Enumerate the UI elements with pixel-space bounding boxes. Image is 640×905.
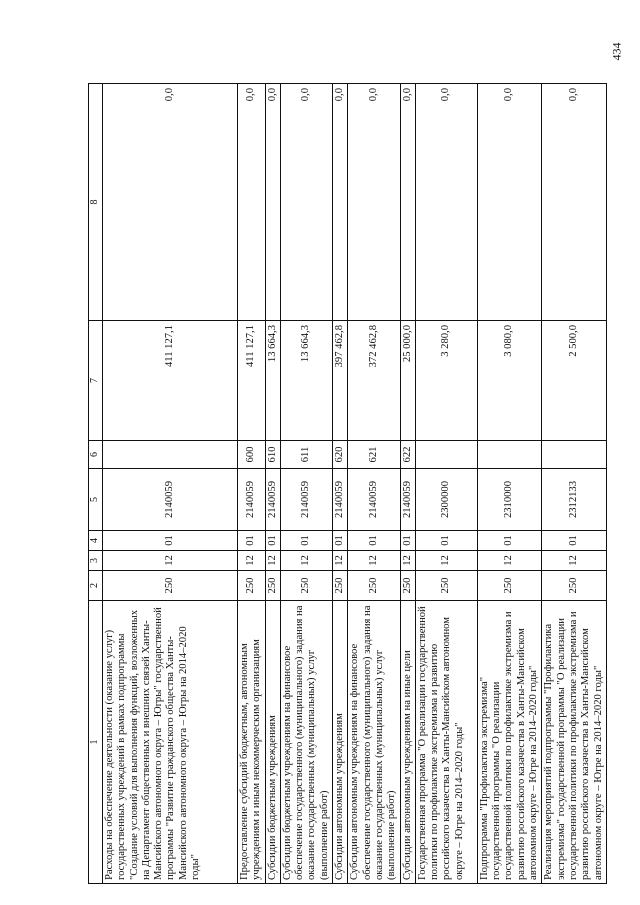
row-name-cell: Субсидии бюджетным учреждениям	[265, 601, 280, 884]
row-amount-cell: 2 500,0	[542, 321, 606, 441]
row-name-cell: Субсидии автономным учреждениям на финансовое обеспечение государственного (муниципального) задания на оказание государственных (муниципальных) услуг (выполнение работ)	[348, 601, 400, 884]
row-ministry-cell: 250	[415, 571, 477, 601]
row-expense-type-cell: 622	[400, 441, 415, 469]
row-amount2-cell: 0,0	[333, 84, 348, 321]
row-target-article-cell: 2140059	[333, 469, 348, 531]
row-amount-cell: 25 000,0	[400, 321, 415, 441]
row-target-article-cell: 2140059	[348, 469, 400, 531]
row-subsection-cell: 01	[542, 531, 606, 551]
row-section-cell: 12	[238, 551, 266, 571]
row-amount2-cell: 0,0	[415, 84, 477, 321]
row-expense-type-cell: 611	[280, 441, 332, 469]
row-ministry-cell: 250	[333, 571, 348, 601]
row-amount-cell: 3 080,0	[477, 321, 541, 441]
row-expense-type-cell: 620	[333, 441, 348, 469]
row-section-cell: 12	[333, 551, 348, 571]
row-expense-type-cell	[103, 441, 238, 469]
table-row	[280, 84, 332, 884]
row-ministry-cell: 250	[477, 571, 541, 601]
row-target-article-cell: 2300000	[415, 469, 477, 531]
budget-table	[88, 83, 607, 884]
row-subsection-cell: 01	[103, 531, 238, 551]
row-name-cell: Субсидии бюджетным учреждениям на финансовое обеспечение государственного (муниципального) задания на оказание государственных (муниципальных) услуг (выполнение работ)	[280, 601, 332, 884]
row-name-cell: Расходы на обеспечение деятельности (оказание услуг) государственных учреждений в рамках подпрограммы "Создание условий для выполнения функций, возложенных на Департамент общественных и внешних связей Ханты-Мансийского автономного округа – Югры" государственной программы "Развитие гражданского общества Ханты-Мансийского автономного округа – Югры на 2014–2020 годы"	[103, 601, 238, 884]
table-row	[238, 84, 266, 884]
row-expense-type-cell	[542, 441, 606, 469]
header-cell: 6	[89, 441, 103, 469]
row-amount2-cell: 0,0	[265, 84, 280, 321]
row-section-cell: 12	[348, 551, 400, 571]
row-name-cell: Реализация мероприятий подпрограммы "Профилактика экстремизма" государственной программы "О реализации государственной политики по профилактике экстремизма и развитию российского казачества в Ханты-Мансийском автономном округе – Югре на 2014–2020 годы"	[542, 601, 606, 884]
row-amount-cell: 411 127,1	[238, 321, 266, 441]
row-subsection-cell: 01	[265, 531, 280, 551]
table-row	[348, 84, 400, 884]
table-row	[477, 84, 541, 884]
row-section-cell: 12	[103, 551, 238, 571]
row-target-article-cell: 2140059	[103, 469, 238, 531]
table-row	[265, 84, 280, 884]
table-row	[400, 84, 415, 884]
header-cell: 2	[89, 571, 103, 601]
row-target-article-cell: 2140059	[400, 469, 415, 531]
row-expense-type-cell	[415, 441, 477, 469]
row-expense-type-cell: 610	[265, 441, 280, 469]
row-amount2-cell: 0,0	[542, 84, 606, 321]
row-amount-cell: 13 664,3	[265, 321, 280, 441]
row-amount2-cell: 0,0	[103, 84, 238, 321]
row-subsection-cell: 01	[348, 531, 400, 551]
row-amount2-cell: 0,0	[280, 84, 332, 321]
row-subsection-cell: 01	[400, 531, 415, 551]
header-cell: 3	[89, 551, 103, 571]
row-amount2-cell: 0,0	[348, 84, 400, 321]
row-ministry-cell: 250	[238, 571, 266, 601]
row-expense-type-cell	[477, 441, 541, 469]
page-number: 434	[609, 42, 624, 61]
row-section-cell: 12	[265, 551, 280, 571]
row-amount-cell: 397 462,8	[333, 321, 348, 441]
row-ministry-cell: 250	[103, 571, 238, 601]
header-cell: 4	[89, 531, 103, 551]
row-section-cell: 12	[477, 551, 541, 571]
row-name-cell: Предоставление субсидий бюджетным, автономным учреждениям и иным некоммерческим организациям	[238, 601, 266, 884]
row-amount-cell: 3 280,0	[415, 321, 477, 441]
row-name-cell: Субсидии автономным учреждениям	[333, 601, 348, 884]
row-section-cell: 12	[280, 551, 332, 571]
row-target-article-cell: 2140059	[238, 469, 266, 531]
row-target-article-cell: 2310000	[477, 469, 541, 531]
table-row	[333, 84, 348, 884]
row-target-article-cell: 2140059	[280, 469, 332, 531]
row-amount-cell: 13 664,3	[280, 321, 332, 441]
row-amount2-cell: 0,0	[400, 84, 415, 321]
table-row	[415, 84, 477, 884]
row-name-cell: Подпрограмма "Профилактика экстремизма" государственной программы "О реализации государственной политики по профилактике экстремизма и развитию российского казачества в Ханты-Мансийском автономном округе – Югре на 2014–2020 годы"	[477, 601, 541, 884]
table-row	[542, 84, 606, 884]
row-subsection-cell: 01	[333, 531, 348, 551]
row-ministry-cell: 250	[348, 571, 400, 601]
row-ministry-cell: 250	[542, 571, 606, 601]
row-expense-type-cell: 600	[238, 441, 266, 469]
row-amount-cell: 372 462,8	[348, 321, 400, 441]
header-cell: 5	[89, 469, 103, 531]
header-cell: 8	[89, 84, 103, 321]
row-name-cell: Государственная программа "О реализации государственной политики по профилактике экстремизма и развитию российского казачества в Ханты-Мансийском автономном округе – Югре на 2014–2020 годы"	[415, 601, 477, 884]
row-target-article-cell: 2140059	[265, 469, 280, 531]
row-amount2-cell: 0,0	[238, 84, 266, 321]
row-target-article-cell: 2312133	[542, 469, 606, 531]
row-ministry-cell: 250	[280, 571, 332, 601]
budget-table-container	[88, 84, 604, 884]
table-row	[103, 84, 238, 884]
row-subsection-cell: 01	[477, 531, 541, 551]
header-cell: 1	[89, 601, 103, 884]
row-name-cell: Субсидии автономным учреждениям на иные цели	[400, 601, 415, 884]
row-subsection-cell: 01	[280, 531, 332, 551]
row-subsection-cell: 01	[238, 531, 266, 551]
row-section-cell: 12	[415, 551, 477, 571]
row-subsection-cell: 01	[415, 531, 477, 551]
header-cell: 7	[89, 321, 103, 441]
row-amount2-cell: 0,0	[477, 84, 541, 321]
row-ministry-cell: 250	[265, 571, 280, 601]
row-section-cell: 12	[400, 551, 415, 571]
row-expense-type-cell: 621	[348, 441, 400, 469]
row-amount-cell: 411 127,1	[103, 321, 238, 441]
table-header-row	[89, 84, 103, 884]
row-section-cell: 12	[542, 551, 606, 571]
row-ministry-cell: 250	[400, 571, 415, 601]
